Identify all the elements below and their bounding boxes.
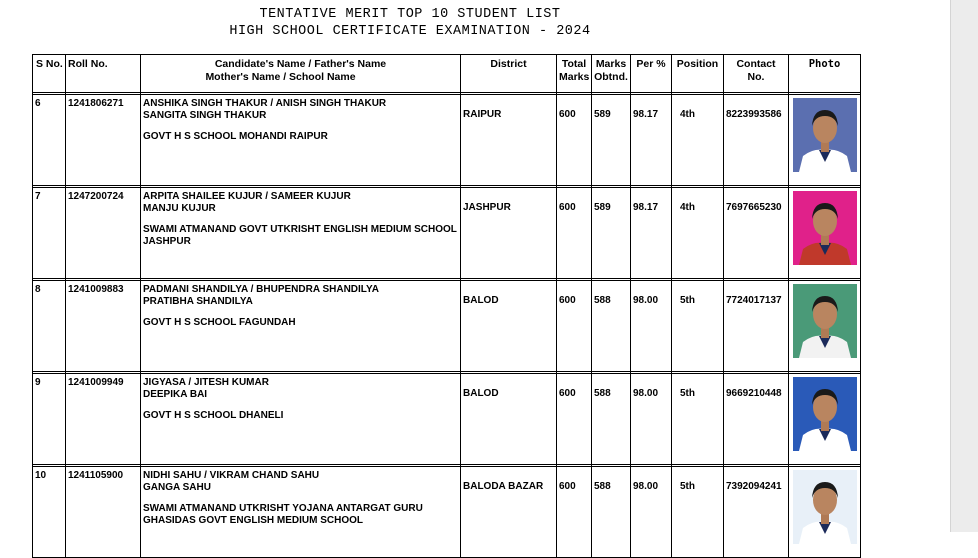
- cell-sno: 9: [33, 374, 66, 465]
- school-name: SWAMI ATMANAND GOVT UTKRISHT ENGLISH MEDIUM SCHOOL JASHPUR: [143, 224, 457, 247]
- school-name: GOVT H S SCHOOL DHANELI: [143, 410, 284, 421]
- header-roll: Roll No.: [66, 55, 141, 93]
- table-row: [33, 95, 861, 186]
- cell-sno: 6: [33, 95, 66, 186]
- cell-district: BALOD: [461, 374, 557, 465]
- cell-roll: 1241105900: [66, 467, 141, 558]
- header-sno: S No.: [33, 55, 66, 93]
- candidate-father-name: ANSHIKA SINGH THAKUR / ANISH SINGH THAKUR: [143, 98, 387, 109]
- cell-contact: 7392094241: [724, 467, 789, 558]
- cell-district: BALOD: [461, 281, 557, 372]
- student-photo: [793, 284, 857, 358]
- header-photo: Photo: [789, 55, 861, 93]
- mother-name: DEEPIKA BAI: [143, 389, 208, 400]
- header-obtained: [592, 55, 631, 93]
- cell-roll: 1247200724: [66, 188, 141, 279]
- cell-percent: 98.17: [631, 188, 672, 279]
- student-photo: [793, 470, 857, 544]
- cell-position: 4th: [672, 188, 724, 279]
- cell-total: 600: [557, 188, 592, 279]
- table-row: [33, 188, 861, 279]
- cell-percent: 98.00: [631, 281, 672, 372]
- cell-percent: 98.17: [631, 95, 672, 186]
- cell-district: RAIPUR: [461, 95, 557, 186]
- header-district: District: [461, 55, 557, 93]
- exam-title: HIGH SCHOOL CERTIFICATE EXAMINATION - 2024: [229, 24, 591, 39]
- header-position: Position: [672, 55, 724, 93]
- merit-table: [32, 54, 861, 558]
- mother-name: PRATIBHA SHANDILYA: [143, 296, 253, 307]
- cell-name: [141, 95, 461, 186]
- cell-photo: [789, 281, 861, 372]
- mother-name: GANGA SAHU: [143, 482, 211, 493]
- cell-contact: 9669210448: [724, 374, 789, 465]
- candidate-father-name: NIDHI SAHU / VIKRAM CHAND SAHU: [143, 470, 320, 481]
- cell-total: 600: [557, 281, 592, 372]
- list-title: TENTATIVE MERIT TOP 10 STUDENT LIST: [259, 7, 561, 22]
- table-row: [33, 467, 861, 558]
- cell-obtained: 589: [592, 95, 631, 186]
- student-photo: [793, 191, 857, 265]
- table-header-row: [33, 55, 861, 93]
- cell-district: BALODA BAZAR: [461, 467, 557, 558]
- header-total: [557, 55, 592, 93]
- cell-obtained: 588: [592, 467, 631, 558]
- viewer-side-strip: [950, 0, 978, 532]
- candidate-father-name: JIGYASA / JITESH KUMAR: [143, 377, 269, 388]
- cell-contact: 7697665230: [724, 188, 789, 279]
- cell-total: 600: [557, 95, 592, 186]
- mother-name: SANGITA SINGH THAKUR: [143, 110, 267, 121]
- header-name-line2: Mother's Name / School Name: [205, 71, 356, 83]
- cell-name: [141, 374, 461, 465]
- cell-roll: 1241009949: [66, 374, 141, 465]
- cell-position: 5th: [672, 467, 724, 558]
- cell-percent: 98.00: [631, 374, 672, 465]
- cell-sno: 10: [33, 467, 66, 558]
- header-contact: [724, 55, 789, 93]
- cell-name: [141, 188, 461, 279]
- student-photo: [793, 98, 857, 172]
- header-obtained-line2: Obtnd.: [594, 71, 628, 83]
- table-row: [33, 374, 861, 465]
- cell-percent: 98.00: [631, 467, 672, 558]
- school-name: SWAMI ATMANAND UTKRISHT YOJANA ANTARGAT GURU GHASIDAS GOVT ENGLISH MEDIUM SCHOOL: [143, 503, 423, 526]
- school-name: GOVT H S SCHOOL FAGUNDAH: [143, 317, 296, 328]
- cell-sno: 7: [33, 188, 66, 279]
- cell-sno: 8: [33, 281, 66, 372]
- candidate-father-name: ARPITA SHAILEE KUJUR / SAMEER KUJUR: [143, 191, 351, 202]
- table-row: [33, 281, 861, 372]
- school-name: GOVT H S SCHOOL MOHANDI RAIPUR: [143, 131, 328, 142]
- cell-roll: 1241806271: [66, 95, 141, 186]
- header-name: [141, 55, 461, 93]
- header-contact-line1: Contact: [736, 58, 776, 70]
- student-photo: [793, 377, 857, 451]
- cell-contact: 8223993586: [724, 95, 789, 186]
- cell-obtained: 588: [592, 281, 631, 372]
- header-obtained-line1: Marks: [595, 58, 627, 70]
- header-name-line1: Candidate's Name / Father's Name: [214, 58, 387, 70]
- mother-name: MANJU KUJUR: [143, 203, 216, 214]
- cell-roll: 1241009883: [66, 281, 141, 372]
- cell-photo: [789, 467, 861, 558]
- header-total-line1: Total: [561, 58, 587, 70]
- cell-total: 600: [557, 374, 592, 465]
- cell-obtained: 589: [592, 188, 631, 279]
- cell-photo: [789, 95, 861, 186]
- cell-name: [141, 281, 461, 372]
- cell-position: 5th: [672, 374, 724, 465]
- cell-district: JASHPUR: [461, 188, 557, 279]
- cell-contact: 7724017137: [724, 281, 789, 372]
- cell-photo: [789, 374, 861, 465]
- header-percent: Per %: [631, 55, 672, 93]
- cell-name: [141, 467, 461, 558]
- cell-position: 5th: [672, 281, 724, 372]
- cell-position: 4th: [672, 95, 724, 186]
- cell-photo: [789, 188, 861, 279]
- cell-total: 600: [557, 467, 592, 558]
- candidate-father-name: PADMANI SHANDILYA / BHUPENDRA SHANDILYA: [143, 284, 379, 295]
- header-total-line2: Marks: [559, 71, 590, 83]
- cell-obtained: 588: [592, 374, 631, 465]
- header-contact-line2: No.: [747, 71, 765, 83]
